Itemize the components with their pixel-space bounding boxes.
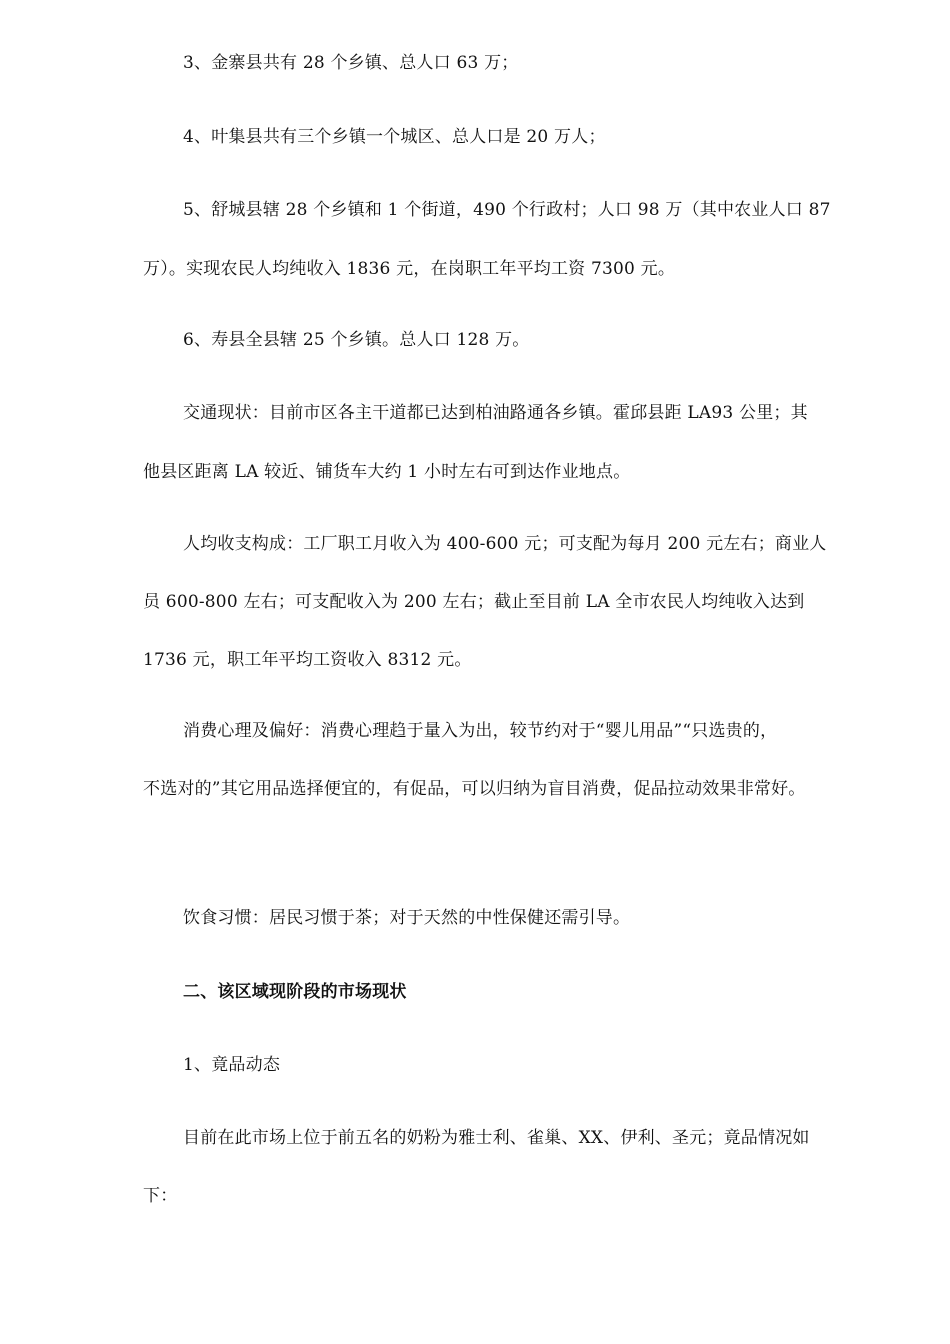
paragraph-shouxian: 6、寿县全县辖 25 个乡镇。总人口 128 万。 bbox=[183, 330, 530, 350]
paragraph-top-five-line-2: 下： bbox=[143, 1186, 178, 1206]
paragraph-income-line-2: 员 600-800 左右；可支配收入为 200 左右；截止至目前 LA 全市农民人均纯收入达到 bbox=[143, 592, 805, 612]
paragraph-transport-line-1: 交通现状：目前市区各主干道都已达到柏油路通各乡镇。霍邱县距 LA93 公里；其 bbox=[183, 403, 808, 423]
paragraph-income-line-1: 人均收支构成：工厂职工月收入为 400-600 元；可支配为每月 200 元左右；商业人 bbox=[183, 534, 827, 554]
paragraph-shucheng-line-1: 5、舒城县辖 28 个乡镇和 1 个街道，490 个行政村；人口 98 万（其中农业人口 87 bbox=[183, 200, 831, 220]
paragraph-diet: 饮食习惯：居民习惯于茶；对于天然的中性保健还需引导。 bbox=[183, 908, 631, 928]
paragraph-shucheng-line-2: 万）。实现农民人均纯收入 1836 元，在岗职工年平均工资 7300 元。 bbox=[143, 259, 676, 279]
paragraph-top-five-line-1: 目前在此市场上位于前五名的奶粉为雅士利、雀巢、XX、伊利、圣元；竟品情况如 bbox=[183, 1128, 810, 1148]
paragraph-jinzhai: 3、金寨县共有 28 个乡镇、总人口 63 万； bbox=[183, 53, 519, 73]
paragraph-income-line-3: 1736 元，职工年平均工资收入 8312 元。 bbox=[143, 650, 472, 670]
subsection-heading-competitors: 1、竟品动态 bbox=[183, 1055, 281, 1075]
paragraph-consumer-line-2: 不选对的”其它用品选择便宜的，有促品，可以归纳为盲目消费，促品拉动效果非常好。 bbox=[143, 779, 806, 799]
section-heading-market-status: 二、该区域现阶段的市场现状 bbox=[183, 982, 407, 1002]
paragraph-consumer-line-1: 消费心理及偏好：消费心理趋于量入为出，较节约对于“婴儿用品”“只选贵的， bbox=[183, 721, 778, 741]
paragraph-transport-line-2: 他县区距离 LA 较近、铺货车大约 1 小时左右可到达作业地点。 bbox=[143, 462, 631, 482]
paragraph-yeji: 4、叶集县共有三个乡镇一个城区、总人口是 20 万人； bbox=[183, 127, 606, 147]
